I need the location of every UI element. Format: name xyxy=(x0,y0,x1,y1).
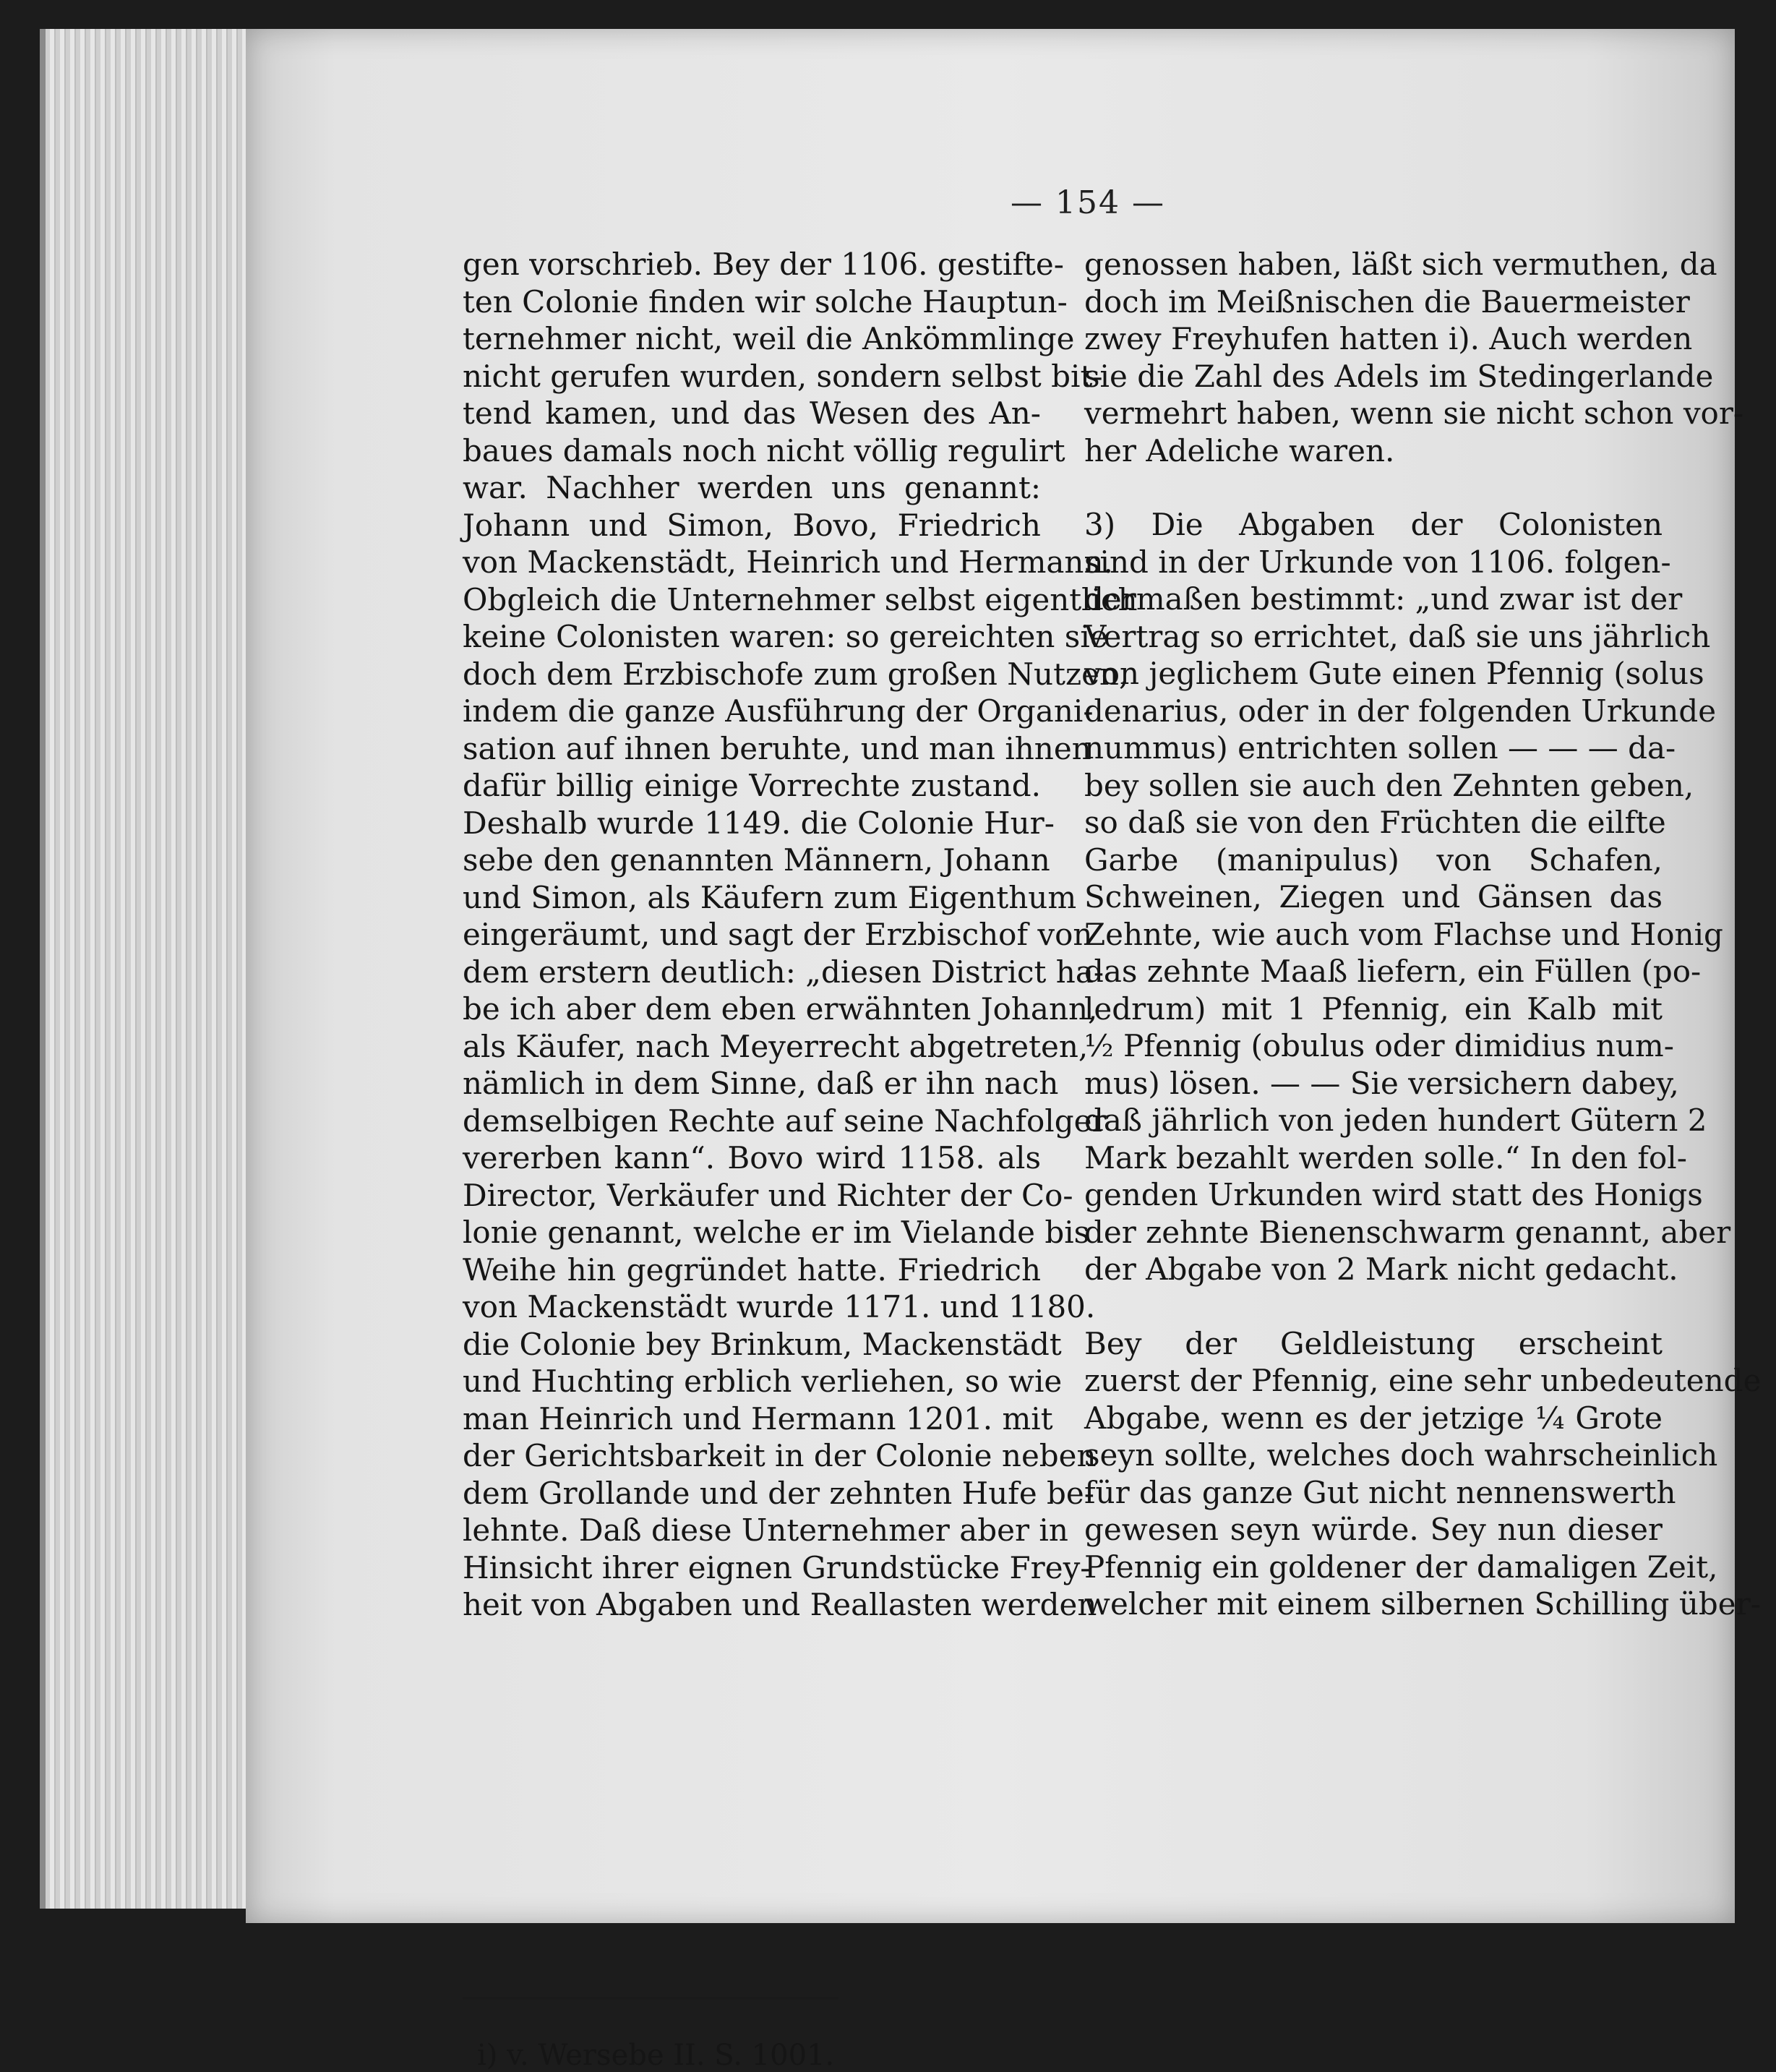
text-line: welcher mit einem silbernen Schilling über- xyxy=(1084,1586,1761,1622)
right-column xyxy=(1084,246,1762,1623)
text-line: die Colonie bey Brinkum, Mackenstädt xyxy=(463,1326,1062,1362)
book-page-edges xyxy=(40,29,262,1909)
text-line: dem erstern deutlich: „diesen District ha- xyxy=(463,954,1104,990)
text-line: so daß sie von den Früchten die eilfte xyxy=(1084,805,1666,840)
text-line: Mark bezahlt werden solle.“ In den fol- xyxy=(1084,1139,1687,1176)
text-line: doch dem Erzbischofe zum großen Nutzen, xyxy=(463,656,1129,692)
text-line: Schweinen, Ziegen und Gänsen das xyxy=(1084,879,1663,915)
text-line: bey sollen sie auch den Zehnten geben, xyxy=(1084,767,1694,803)
text-line: und Huchting erblich verliehen, so wie xyxy=(463,1364,1063,1399)
text-line: der Abgabe von 2 Mark nicht gedacht. xyxy=(1084,1251,1678,1287)
text-line: dermaßen bestimmt: „und zwar ist der xyxy=(1084,581,1683,617)
text-line: nämlich in dem Sinne, daß er ihn nach xyxy=(463,1066,1059,1101)
text-line: Zehnte, wie auch vom Flachse und Honig xyxy=(1084,916,1723,952)
text-line: baues damals noch nicht völlig regulirt xyxy=(463,432,1065,468)
text-line: zuerst der Pfennig, eine sehr unbedeutende xyxy=(1084,1363,1762,1398)
text-line: dafür billig einige Vorrechte zustand. xyxy=(463,768,1041,803)
text-line: genden Urkunden wird statt des Honigs xyxy=(1084,1177,1703,1212)
text-line: von Mackenstädt, Heinrich und Hermann. xyxy=(463,544,1113,580)
text-line: vererben kann“. Bovo wird 1158. als xyxy=(463,1140,1041,1176)
text-line: her Adeliche waren. xyxy=(1084,432,1395,468)
text-line: Deshalb wurde 1149. die Colonie Hur- xyxy=(463,805,1055,841)
text-line: zwey Freyhufen hatten i). Auch werden xyxy=(1084,321,1693,356)
text-line: von jeglichem Gute einen Pfennig (solus xyxy=(1084,656,1704,691)
text-line: nicht gerufen wurden, sondern selbst bit- xyxy=(463,358,1103,394)
text-line: nummus) entrichten sollen — — — da- xyxy=(1084,730,1676,766)
text-line: Hinsicht ihrer eignen Grundstücke Frey- xyxy=(463,1549,1091,1585)
page-number: — 154 — xyxy=(1011,184,1165,221)
text-line: 3) Die Abgaben der Colonisten xyxy=(1084,507,1663,542)
text-line: keine Colonisten waren: so gereichten sie xyxy=(463,619,1108,654)
text-line: doch im Meißnischen die Bauermeister xyxy=(1084,283,1690,320)
footnote-rule xyxy=(463,1997,838,2000)
paragraph-gap xyxy=(1084,469,1663,506)
text-line: demselbigen Rechte auf seine Nachfolger xyxy=(463,1103,1107,1139)
text-line: der Gerichtsbarkeit in der Colonie neben xyxy=(463,1438,1097,1473)
text-line: eingeräumt, und sagt der Erzbischof von xyxy=(463,917,1093,952)
text-line: von Mackenstädt wurde 1171. und 1180. xyxy=(463,1289,1096,1324)
left-column xyxy=(463,246,1138,1624)
text-line: heit von Abgaben und Reallasten werden xyxy=(463,1587,1097,1622)
text-line: tend kamen, und das Wesen des An- xyxy=(463,395,1041,431)
text-line: Pfennig ein goldener der damaligen Zeit, xyxy=(1084,1549,1718,1585)
text-line: gen vorschrieb. Bey der 1106. gestifte- xyxy=(463,247,1064,282)
text-line: ten Colonie finden wir solche Hauptun- xyxy=(463,283,1068,320)
text-line: seyn sollte, welches doch wahrscheinlich xyxy=(1084,1437,1718,1473)
text-line: denarius, oder in der folgenden Urkunde xyxy=(1084,693,1717,729)
text-line: als Käufer, nach Meyerrecht abgetreten, xyxy=(463,1028,1089,1064)
text-line: und Simon, als Käufern zum Eigenthum xyxy=(463,879,1077,915)
text-line: indem die ganze Ausführung der Organi- xyxy=(463,693,1094,729)
text-line: für das ganze Gut nicht nennenswerth xyxy=(1084,1474,1676,1510)
text-line: genossen haben, läßt sich vermuthen, da xyxy=(1084,247,1717,282)
text-line: Weihe hin gegründet hatte. Friedrich xyxy=(463,1251,1041,1288)
text-line: sebe den genannten Männern, Johann xyxy=(463,842,1050,878)
text-line: be ich aber dem eben erwähnten Johann, xyxy=(463,991,1098,1027)
text-line: Vertrag so errichtet, daß sie uns jährlich xyxy=(1084,618,1711,654)
text-line: dem Grollande und der zehnten Hufe be- xyxy=(463,1475,1094,1511)
text-line: Obgleich die Unternehmer selbst eigentlich xyxy=(463,581,1138,617)
text-line: sation auf ihnen beruhte, und man ihnen xyxy=(463,730,1091,766)
text-line: mus) lösen. — — Sie versichern dabey, xyxy=(1084,1065,1679,1101)
text-line: lehnte. Daß diese Unternehmer aber in xyxy=(463,1512,1068,1548)
text-line: Director, Verkäufer und Richter der Co- xyxy=(463,1177,1073,1213)
text-line: ledrum) mit 1 Pfennig, ein Kalb mit xyxy=(1084,990,1663,1027)
text-line: sind in der Urkunde von 1106. folgen- xyxy=(1084,544,1671,580)
text-line: Bey der Geldleistung erscheint xyxy=(1084,1325,1663,1361)
text-line: ½ Pfennig (obulus oder dimidius num- xyxy=(1084,1028,1674,1063)
text-line: sie die Zahl des Adels im Stedingerlande xyxy=(1084,358,1714,394)
text-line: der zehnte Bienenschwarm genannt, aber xyxy=(1084,1214,1731,1250)
text-line: man Heinrich und Hermann 1201. mit xyxy=(463,1400,1053,1437)
text-line: das zehnte Maaß liefern, ein Füllen (po- xyxy=(1084,954,1702,989)
text-line: lonie genannt, welche er im Vielande bis xyxy=(463,1215,1090,1250)
text-line: vermehrt haben, wenn sie nicht schon vor- xyxy=(1084,395,1744,431)
footnote: i) v. Wersebe II. S. 1001. xyxy=(477,2039,835,2072)
text-line: Johann und Simon, Bovo, Friedrich xyxy=(463,507,1041,543)
text-line: Abgabe, wenn es der jetzige ¼ Grote xyxy=(1084,1400,1663,1436)
text-line: ternehmer nicht, weil die Ankömmlinge xyxy=(463,321,1075,356)
text-line: daß jährlich von jeden hundert Gütern 2 xyxy=(1084,1103,1707,1138)
paragraph-gap xyxy=(1084,1288,1663,1325)
text-line: gewesen seyn würde. Sey nun dieser xyxy=(1084,1512,1663,1547)
text-line: war. Nachher werden uns genannt: xyxy=(463,470,1041,505)
text-line: Garbe (manipulus) von Schafen, xyxy=(1084,842,1663,878)
